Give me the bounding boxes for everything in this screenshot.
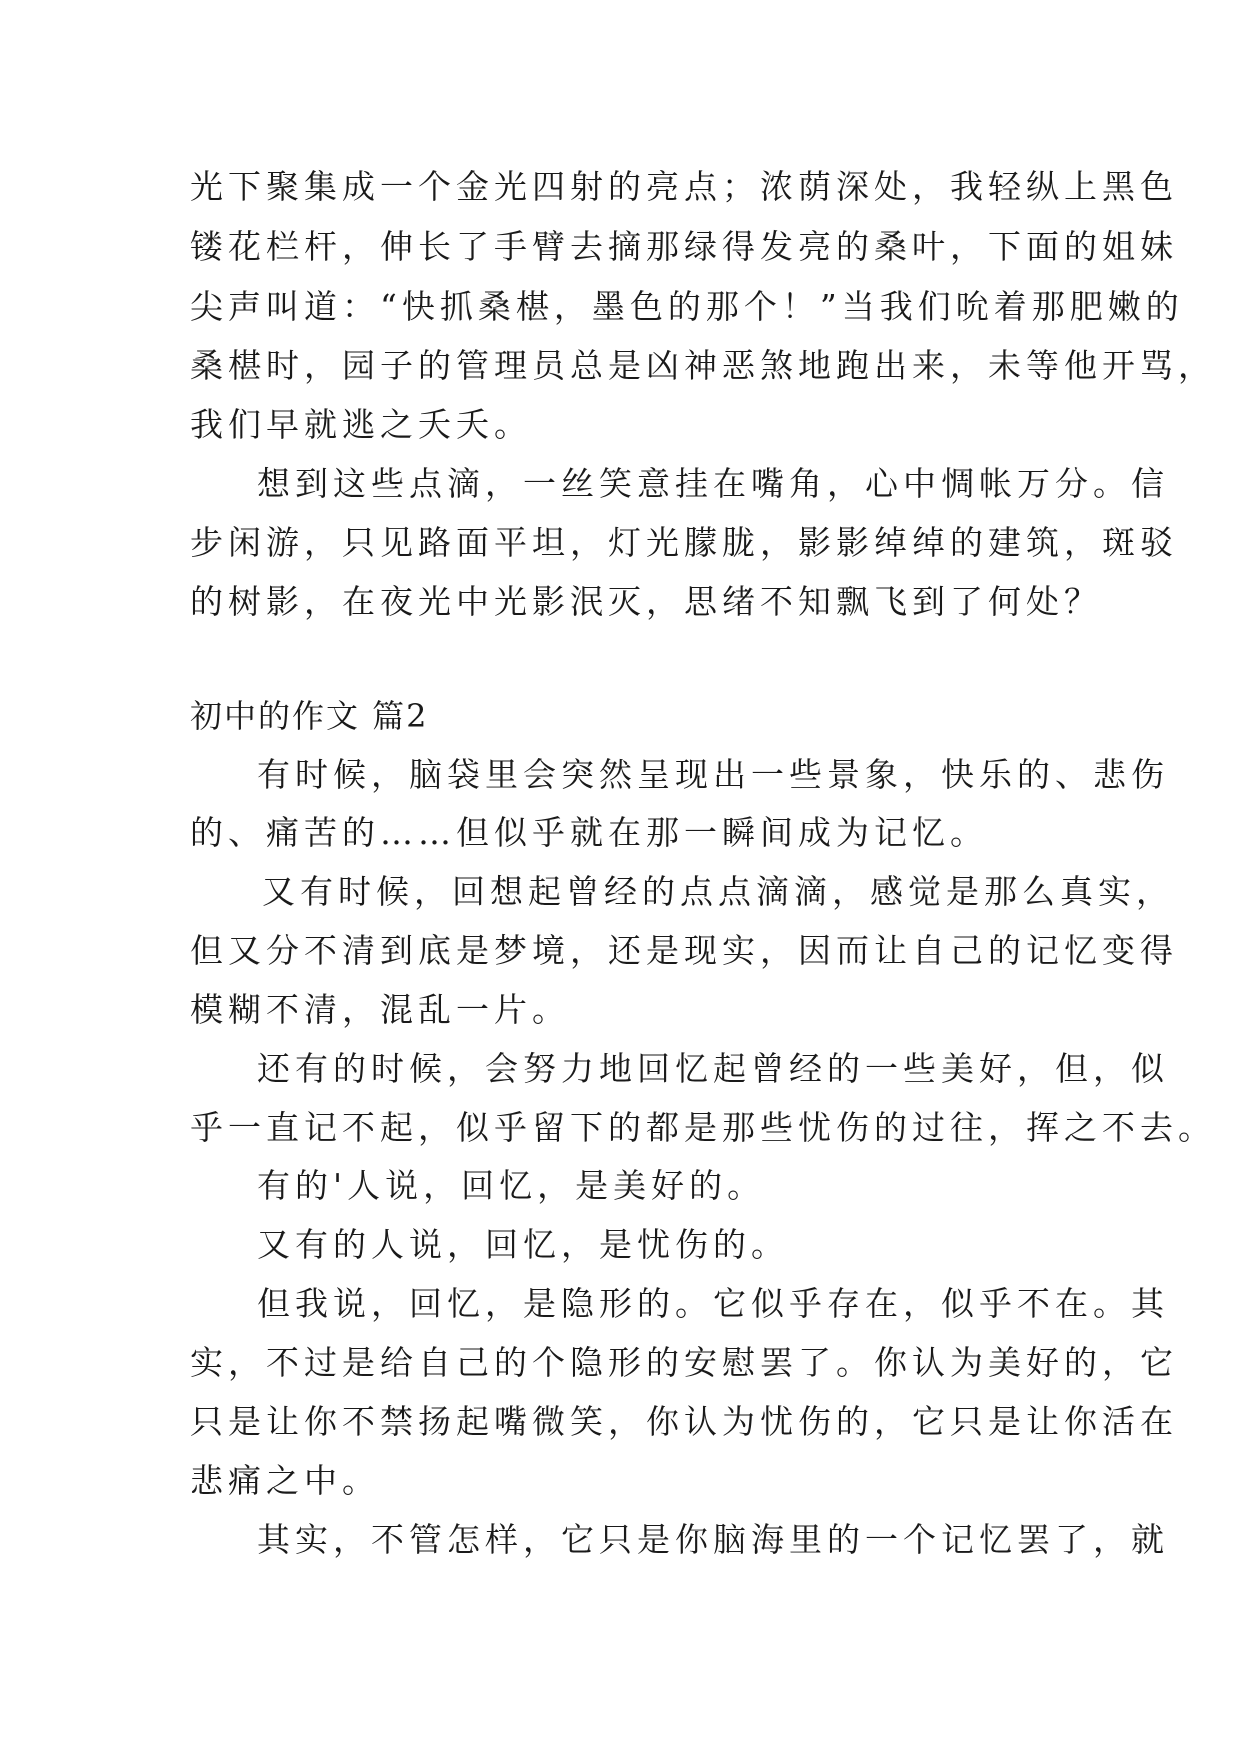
- text-line: 实，不过是给自己的个隐形的安慰罢了。你认为美好的，它: [190, 1343, 1178, 1382]
- text-line: 有的'人说，回忆，是美好的。: [257, 1166, 766, 1205]
- text-line: 的、痛苦的……但似乎就在那一瞬间成为记忆。: [190, 813, 988, 852]
- text-line: 乎一直记不起，似乎留下的都是那些忧伤的过往，挥之不去。: [190, 1108, 1216, 1147]
- text-line: 但又分不清到底是梦境，还是现实，因而让自己的记忆变得: [190, 931, 1178, 970]
- text-line: 有时候，脑袋里会突然呈现出一些景象，快乐的、悲伤: [257, 755, 1169, 794]
- text-line: 悲痛之中。: [190, 1461, 380, 1500]
- text-line: 步闲游，只见路面平坦，灯光朦胧，影影绰绰的建筑，斑驳: [190, 523, 1178, 562]
- text-line: 又有的人说，回忆，是忧伤的。: [257, 1225, 789, 1264]
- text-line: 但我说，回忆，是隐形的。它似乎存在，似乎不在。其: [257, 1284, 1169, 1323]
- text-line: 其实，不管怎样，它只是你脑海里的一个记忆罢了，就: [257, 1520, 1169, 1559]
- section-heading: 初中的作文 篇2: [190, 697, 429, 735]
- text-line: 又有时候，回想起曾经的点点滴滴，感觉是那么真实，: [262, 872, 1174, 911]
- text-line: 光下聚集成一个金光四射的亮点；浓荫深处，我轻纵上黑色: [190, 167, 1178, 206]
- text-line: 还有的时候，会努力地回忆起曾经的一些美好，但，似: [257, 1049, 1169, 1088]
- text-line: 尖声叫道：“快抓桑椹，墨色的那个！”当我们吮着那肥嫩的: [190, 287, 1184, 326]
- text-line: 桑椹时，园子的管理员总是凶神恶煞地跑出来，未等他开骂，: [190, 346, 1216, 385]
- text-line: 镂花栏杆，伸长了手臂去摘那绿得发亮的桑叶，下面的姐妹: [190, 227, 1178, 266]
- text-line: 只是让你不禁扬起嘴微笑，你认为忧伤的，它只是让你活在: [190, 1402, 1178, 1441]
- text-line: 想到这些点滴，一丝笑意挂在嘴角，心中惆帐万分。信: [257, 464, 1169, 503]
- text-line: 我们早就逃之夭夭。: [190, 405, 532, 444]
- text-line: 的树影，在夜光中光影泯灭，思绪不知飘飞到了何处？: [190, 582, 1102, 621]
- text-line: 模糊不清，混乱一片。: [190, 990, 570, 1029]
